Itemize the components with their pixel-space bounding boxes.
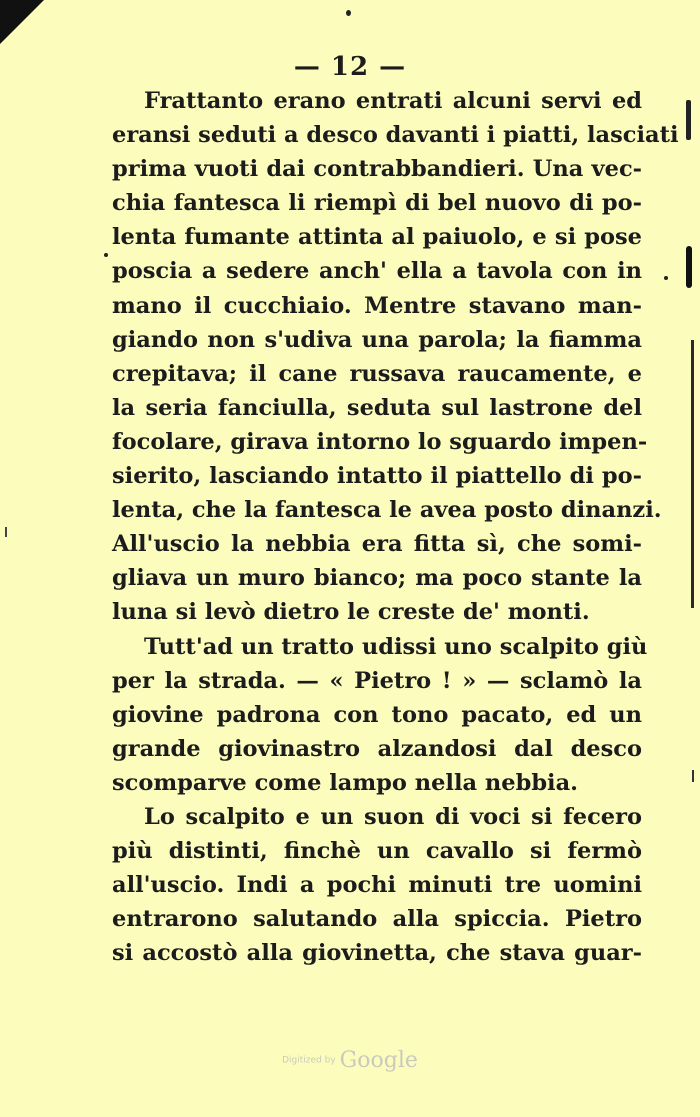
text-line: all'uscio. Indi a pochi minuti tre uomini (112, 872, 642, 899)
right-margin-mark (686, 100, 691, 140)
text-line: gliava un muro bianco; ma poco stante la (112, 565, 642, 592)
text-line: lenta, che la fantesca le avea posto dinanzi. (112, 497, 662, 524)
text-line: entrarono salutando alla spiccia. Pietro (112, 906, 642, 933)
right-margin-tick (692, 770, 694, 782)
top-ink-dot (346, 10, 351, 16)
right-margin-mark (686, 246, 692, 288)
text-line: sierito, lasciando intatto il piattello di po- (112, 463, 642, 490)
left-margin-dot (104, 253, 108, 257)
text-line: Lo scalpito e un suon di voci si fecero (144, 803, 642, 830)
text-line: giando non s'udiva una parola; la fiamma (112, 326, 642, 353)
text-line: chia fantesca li riempì di bel nuovo di po- (112, 190, 642, 217)
page-number: — 12 — (293, 52, 407, 82)
left-margin-tick (5, 527, 7, 537)
text-line: mano il cucchiaio. Mentre stavano man- (112, 292, 642, 319)
text-line: giovine padrona con tono pacato, ed un (112, 701, 642, 728)
text-line: eransi seduti a desco davanti i piatti, lasciati (112, 122, 679, 149)
right-margin-rule (691, 340, 694, 608)
right-margin-dot (664, 276, 668, 280)
text-line: poscia a sedere anch' ella a tavola con in (112, 258, 642, 285)
corner-scan-artifact (0, 0, 44, 44)
text-line: lenta fumante attinta al paiuolo, e si pose (112, 224, 642, 251)
text-line: la seria fanciulla, seduta sul lastrone del (112, 394, 642, 421)
text-line: grande giovinastro alzandosi dal desco (112, 735, 642, 762)
text-line: luna si levò dietro le creste de' monti. (112, 599, 590, 626)
text-line: scomparve come lampo nella nebbia. (112, 769, 579, 796)
body-text (112, 84, 679, 970)
text-line: prima vuoti dai contrabbandieri. Una vec- (112, 156, 642, 183)
text-line: All'uscio la nebbia era fitta sì, che somi- (112, 531, 642, 558)
text-line: Tutt'ad un tratto udissi uno scalpito giù (144, 633, 648, 660)
text-line: crepitava; il cane russava raucamente, e (112, 360, 642, 387)
text-line: Frattanto erano entrati alcuni servi ed (144, 88, 642, 114)
text-line: più distinti, finchè un cavallo si fermò (112, 838, 642, 865)
watermark-prefix: Digitized by (282, 1055, 336, 1066)
text-line: per la strada. — « Pietro ! » — sclamò la (112, 667, 642, 694)
text-line: focolare, girava intorno lo sguardo impen- (112, 428, 648, 455)
watermark (0, 1048, 700, 1073)
text-line: si accostò alla giovinetta, che stava guar- (112, 940, 642, 967)
watermark-brand: Google (339, 1048, 418, 1073)
